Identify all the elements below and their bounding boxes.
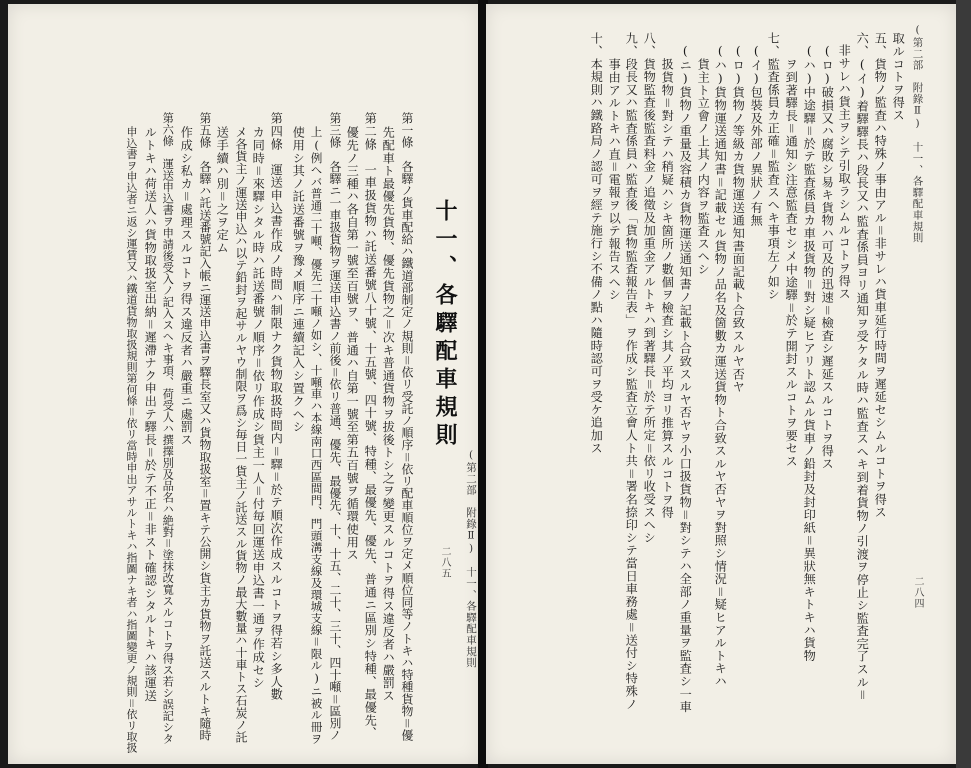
right-text-line: (ロ)破損又ハ腐敗シ易キ貨物ハ可及的迅速＝檢査シ遲延スルコトヲ得ス <box>820 44 835 470</box>
right-text-line: 九、段長又ハ監査係員ハ監査後「貨物監査報告表」ヲ作成シ監査立會人ト共＝署名捺印シテ當日車務處＝送付シ特殊ノ <box>624 32 639 711</box>
left-text-line: 上(例へバ普通二十噸、優先二十噸ノ如シ、十噸車ハ本線南口西區間門、門頭溝支線及環城支線＝限ル)ニ被ル冊ヲ <box>309 126 324 745</box>
right-page-header: (第二部 附錄Ⅱ) 十一、各驛配車規則 <box>911 24 924 244</box>
right-text-line: 事由アルトキハ直＝電報ヲ以テ報告スヘシ <box>607 58 622 302</box>
left-text-line: 第一條 各驛ノ貨車配給ハ鐵道部制定ノ規則＝依リ受託ノ順序＝依リ配車順位ヲ定メ順位同等ノトキハ特種貨物＝優 <box>399 112 414 742</box>
scan-edge <box>956 0 971 768</box>
right-text-line: ヲ到著驛長＝通知シ注意監査セシメ中途驛＝於テ開封スルコトヲ要セス <box>784 58 799 468</box>
right-text-line: (イ)包裝及外部ノ異狀ノ有無 <box>749 44 764 227</box>
left-page <box>8 4 480 764</box>
right-text-line: 五、貨物ノ監査ハ特殊ノ事由アル＝非サレハ貨車延行時間ヲ遲延セシムルコトヲ得ス <box>873 32 888 519</box>
left-text-line: 先配車ト最優先貨物、優先貨物之＝次キ普通貨物ヲ拔後トシ之ヲ變更スルコトヲ得ス違反者ハ嚴罰ス <box>381 126 396 702</box>
right-text-line: 七、監査係員カ正確＝監査スヘキ事項左ノ如シ <box>766 32 781 301</box>
left-text-line: 第三條 各驛ニ一車扱貨物ヲ運送申込書ノ前後＝依リ普通、優先、最優先、十、十五、二十、三十、四十噸＝區別ノ <box>327 112 342 742</box>
right-text-line: 十、本規則ハ鐵路局ノ認可ヲ經テ施行シ不備ノ點ハ隨時認可ヲ受ケ追加ス <box>589 32 604 455</box>
left-text-line: 使用シ其ノ託送番號ヲ豫メ順序ニ連續記入シ置クヘシ <box>291 126 306 434</box>
right-text-line: 非サレハ貨主ヲシテ引取ラシムルコトヲ得ス <box>837 44 852 300</box>
left-text-line: メ各貨主ノ運送申込ハ以テ鉛封ヲ起サルヤウ制限ヲ爲シ毎日一貨主ノ託送スル貨物ノ最大數量ハ十車トス石炭ノ託 <box>233 126 248 744</box>
right-text-line: (ロ)貨物ノ等級カ貨物運送通知書面記載ト合致スルヤ否ヤ <box>731 44 746 394</box>
right-text-line: (ハ)中途驛＝於テ監査係員カ車扱貨物＝對シ疑ヒアリト認ムル貨車ノ鉛封及封印紙＝異狀無キトキハ貨物 <box>802 44 817 662</box>
right-text-line: 扱貨物＝對シテハ稍疑ハシキ箇所ノ數個ヲ檢査シ其ノ平均ヨリ推算スルコトヲ得 <box>660 58 675 519</box>
left-text-line: 送手續ハ別＝之ヲ定ム <box>215 126 230 254</box>
left-text-line: ルトキハ荷送人ハ貨物取扱室出納＝遲滯ナク申出テ驛長＝於テ不正＝非スト確認シタルトキハ該運送 <box>143 126 158 702</box>
right-text-line: (ハ)貨物運送通知書＝記載セル貨物ノ品名及箇數カ運送貨物ト合致スルヤ否ヤヲ對照シ情況＝疑ヒアルトキハ <box>713 44 728 688</box>
right-text-line: 貨主ト立會ノ上其ノ内容ヲ監査スヘシ <box>696 58 711 276</box>
right-text-line: 取ルコトヲ得ス <box>891 32 906 122</box>
left-text-line: カ同時＝來驛シタル時ハ託送番號ノ順序＝依リ作成シ貨主一人＝付毎回運送申込書一通ヲ作成セシ <box>251 126 266 690</box>
left-text-line: 優先ノ三種ハ各自第一號至百號ヲ、普通ハ自第一號至第五百號ヲ循環使用ス <box>345 126 360 562</box>
left-text-line: 申込書ヲ申込者ニ返シ運賃又ハ鐵道貨物取扱規則第何條＝依リ當時申出アサルトキハ指圖ナキ者ハ指圖變更ノ規則＝依リ取扱 <box>125 126 138 754</box>
left-text-line: 第五條 各驛ハ託送番號記入帳ニ運送申込書ヲ驛長室又ハ貨物取扱室＝置キテ公開シ貨主カ貨物ヲ託送スルトキ隨時 <box>197 112 212 742</box>
left-page-number: 二八五 <box>439 546 450 579</box>
right-text-line: 六、(イ)着驛驛長ハ段長又ハ監査係員ヨリ通知ヲ受ケタル時ハ監査スヘキ到着貨物ノ引渡ヲ停止シ監査完了スル＝ <box>855 32 870 702</box>
left-text-line: 第六條 運送申込書ヲ申請後受入ノ記入スヘキ事項、荷受人ハ撰擇別及品名ハ絶對＝塗抹改寬スルコトヲ得ス若シ誤記シタ <box>161 112 175 745</box>
left-text-line: 第二條 一車扱貨物ハ託送番號八十號、十五號、四十號、特種、最優先、優先、普通ニ區別シ特種、最優先、 <box>363 112 378 740</box>
left-page-header: (第二部 附錄Ⅱ) 十一、各驛配車規則 <box>465 449 477 669</box>
chapter-title: 十一、各驛配車規則 <box>432 199 458 451</box>
right-text-line: (ニ)貨物ノ重量及容積カ貨物運送通知書ノ記載ト合致スルヤ否ヤヲ小口扱貨物＝對シテハ全部ノ重量ヲ監査シ一車 <box>678 44 693 714</box>
left-text-line: 作成シ私カ＝處理スルコトヲ得ス違反者ハ嚴重ニ處罰ス <box>179 126 194 446</box>
left-text-line: 第四條 運送申込書作成ノ時間ハ制限ナク貨物取扱時間内＝驛＝於テ順次作成スルコトヲ得若シ多人數 <box>269 112 284 701</box>
right-page <box>486 4 956 764</box>
right-page-number: 二八四 <box>912 576 923 609</box>
right-text-line: 八、貨物監査後監査料金ノ追徵及加重金アルトキハ到著驛長＝於テ所定＝依リ收受スヘシ <box>642 32 657 544</box>
